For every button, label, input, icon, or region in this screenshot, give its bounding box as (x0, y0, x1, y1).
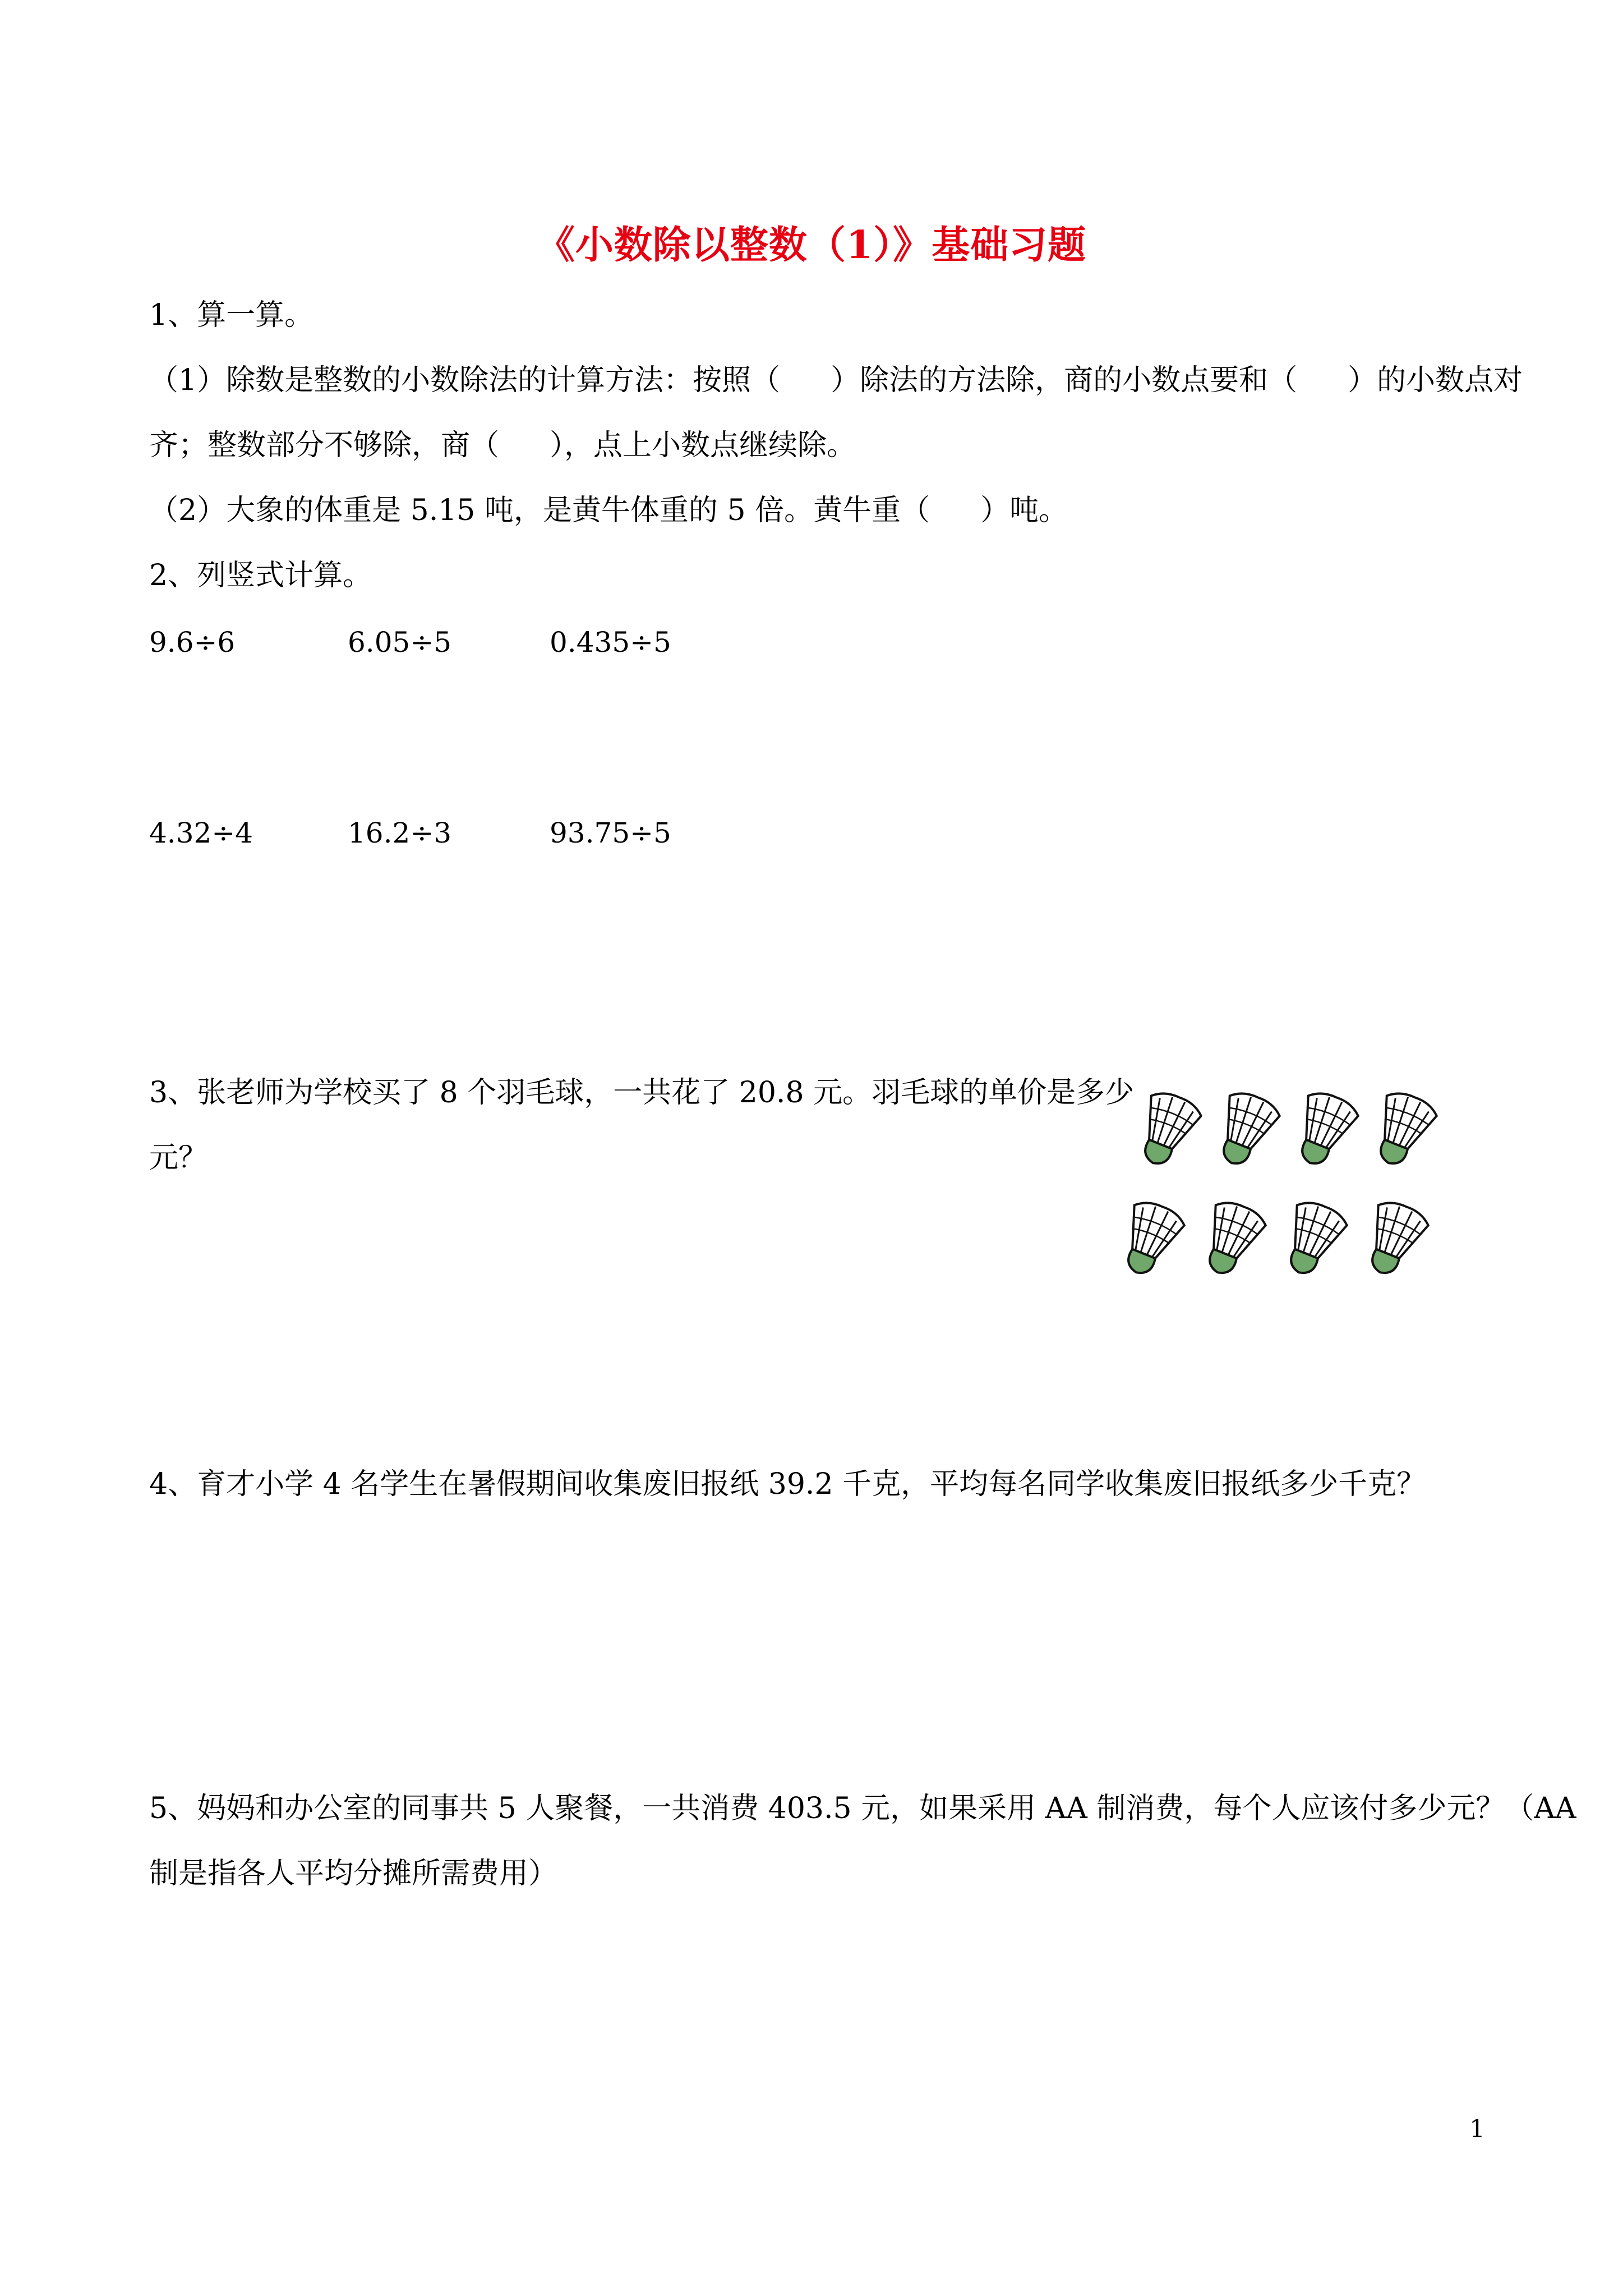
shuttlecock-icon (1274, 1197, 1350, 1282)
division-expression: 4.32÷4 (149, 817, 253, 849)
q1-part1-text-a: （1）除数是整数的小数除法的计算方法：按照（ (149, 364, 781, 397)
shuttlecock-icon (1112, 1197, 1188, 1282)
q1-part2-text-a: （2）大象的体重是 5.15 吨，是黄牛体重的 5 倍。黄牛重（ (149, 494, 930, 527)
shuttlecock-icon (1364, 1087, 1440, 1173)
q1-part1-text-d: 齐；整数部分不够除，商（ (149, 429, 500, 462)
q5-line1: 5、妈妈和办公室的同事共 5 人聚餐，一共消费 403.5 元，如果采用 AA 制消费，每个人应该付多少元？（AA (149, 1792, 1576, 1825)
division-expression: 9.6÷6 (149, 626, 236, 659)
q3-line1: 3、张老师为学校买了 8 个羽毛球，一共花了 20.8 元。羽毛球的单价是多少 (149, 1076, 1135, 1110)
q1-part1-line2 (149, 431, 856, 460)
division-expression: 0.435÷5 (550, 626, 671, 659)
shuttlecock-icon (1285, 1087, 1362, 1173)
q5-line2: 制是指各人平均分摊所需费用） (149, 1857, 558, 1890)
division-expression: 16.2÷3 (348, 817, 452, 849)
q1-heading: 1、算一算。 (149, 298, 314, 332)
shuttlecock-icon (1128, 1087, 1205, 1173)
q3-line2: 元？ (149, 1141, 208, 1175)
q1-part2-text-b: ）吨。 (980, 494, 1068, 527)
shuttlecocks-illustration (1110, 1083, 1503, 1335)
shuttlecock-icon (1207, 1087, 1283, 1173)
q1-part1-text-c: ）的小数点对 (1348, 364, 1523, 397)
q2-heading: 2、列竖式计算。 (149, 559, 372, 592)
shuttlecock-icon (1355, 1197, 1432, 1282)
page-title: 《小数除以整数（1）》基础习题 (536, 223, 1087, 268)
q1-part1-text-b: ）除法的方法除，商的小数点要和（ (831, 364, 1298, 397)
page-number: 1 (1469, 2115, 1485, 2143)
division-expression: 6.05÷5 (348, 626, 452, 659)
division-expression: 93.75÷5 (550, 817, 671, 849)
q1-part2 (149, 496, 1068, 525)
shuttlecock-icon (1193, 1197, 1269, 1282)
q4-text: 4、育才小学 4 名学生在暑假期间收集废旧报纸 39.2 千克，平均每名同学收集废旧报纸多少千克？ (149, 1467, 1426, 1501)
q1-part1-text-e: ），点上小数点继续除。 (550, 429, 856, 462)
q1-part1-line1 (149, 366, 1523, 395)
